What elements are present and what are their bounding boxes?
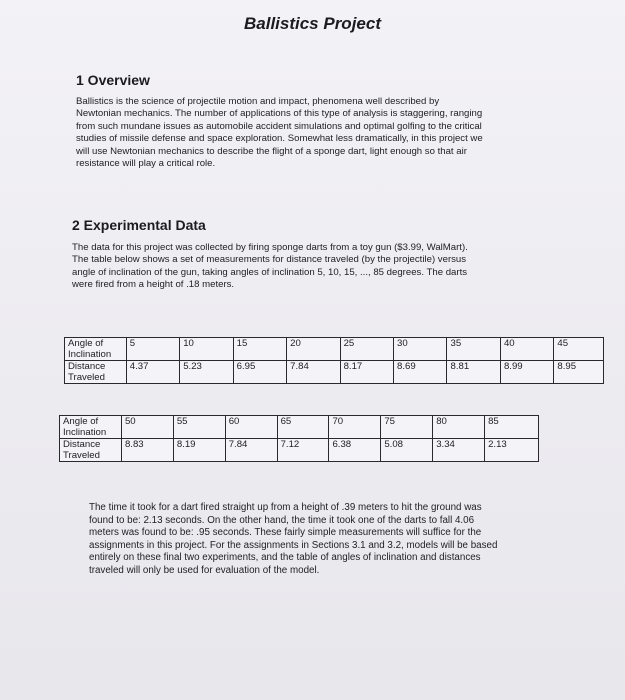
closing-paragraph [89, 502, 497, 578]
overview-paragraph [76, 96, 483, 170]
table-cell: 8.81 [447, 361, 500, 384]
paragraph-line: found to be: 2.13 seconds. On the other hand, the time it took one of the darts to fall 4.06 [89, 514, 475, 526]
table-cell: 7.12 [277, 439, 329, 462]
row-label: Angle of Inclination [65, 338, 127, 361]
table-cell: 15 [233, 338, 286, 361]
paragraph-line: The time it took for a dart fired straight up from a height of .39 meters to hit the ground was [89, 502, 482, 513]
document-title: Ballistics Project [243, 14, 381, 33]
table-cell: 85 [485, 416, 539, 439]
table-cell: 7.84 [225, 439, 277, 462]
paragraph-line: entirely on these final two experiments, and the table of angles of inclination and distances [89, 552, 481, 564]
paragraph-line: resistance will play a critical role. [76, 158, 216, 170]
table-cell: 80 [433, 416, 485, 439]
section-heading-overview: 1 Overview [76, 72, 150, 88]
table-cell: 40 [500, 338, 553, 361]
table-cell: 45 [554, 338, 604, 361]
table-cell: 5 [126, 338, 179, 361]
table-cell: 5.08 [381, 439, 433, 462]
table-cell: 8.83 [121, 439, 173, 462]
data-table-1 [64, 337, 604, 384]
table-cell: 30 [394, 338, 447, 361]
table-cell: 75 [381, 416, 433, 439]
table-cell: 8.99 [500, 361, 553, 384]
paragraph-line: The table below shows a set of measurements for distance traveled (by the projectile) versus [72, 254, 467, 266]
paragraph-line: were fired from a height of .18 meters. [72, 279, 235, 291]
table-cell: 55 [173, 416, 225, 439]
paragraph-line: traveled will only be used for evaluation of the model. [89, 564, 320, 576]
section-heading-experimental-data: 2 Experimental Data [72, 217, 206, 233]
table-row [60, 416, 539, 439]
row-label: Angle of Inclination [60, 416, 122, 439]
table-cell: 8.19 [173, 439, 225, 462]
table-cell: 4.37 [126, 361, 179, 384]
table-cell: 10 [180, 338, 233, 361]
table-cell: 65 [277, 416, 329, 439]
paragraph-line: The data for this project was collected by firing sponge darts from a toy gun ($3.99, WalMart). [72, 242, 468, 253]
table-cell: 5.23 [180, 361, 233, 384]
table-cell: 7.84 [287, 361, 340, 384]
table-cell: 70 [329, 416, 381, 439]
paragraph-line: from such mundane issues as automobile accident simulations and optimal golfing to the critical [76, 120, 482, 132]
paragraph-line: studies of missile defense and space exploration. Somewhat less dramatically, in this project we [76, 133, 483, 145]
paragraph-line: meters was found to be: .95 seconds. These fairly simple measurements will suffice for the [89, 527, 482, 539]
table-cell: 60 [225, 416, 277, 439]
table-cell: 6.38 [329, 439, 381, 462]
table-cell: 8.95 [554, 361, 604, 384]
row-label: Distance Traveled [65, 361, 127, 384]
table-cell: 6.95 [233, 361, 286, 384]
table-cell: 8.69 [394, 361, 447, 384]
experimental-data-paragraph [72, 242, 468, 292]
table-cell: 35 [447, 338, 500, 361]
table-cell: 8.17 [340, 361, 393, 384]
table-cell: 2.13 [485, 439, 539, 462]
table-row [65, 338, 604, 361]
paragraph-line: will use Newtonian mechanics to describe the flight of a sponge dart, light enough so that air [76, 145, 467, 157]
paragraph-line: Ballistics is the science of projectile motion and impact, phenomena well described by [76, 96, 440, 107]
paragraph-line: angle of inclination of the gun, taking angles of inclination 5, 10, 15, ..., 85 degrees. The darts [72, 266, 468, 278]
table-cell: 50 [121, 416, 173, 439]
table-cell: 20 [287, 338, 340, 361]
paragraph-line: Newtonian mechanics. The number of applications of this type of analysis is staggering, ranging [76, 108, 483, 120]
table-cell: 25 [340, 338, 393, 361]
paragraph-line: assignments in this project. For the assignments in Sections 3.1 and 3.2, models will be based [89, 539, 498, 551]
table-row [60, 439, 539, 462]
table-row [65, 361, 604, 384]
data-table-2 [59, 415, 539, 462]
row-label: Distance Traveled [60, 439, 122, 462]
table-cell: 3.34 [433, 439, 485, 462]
